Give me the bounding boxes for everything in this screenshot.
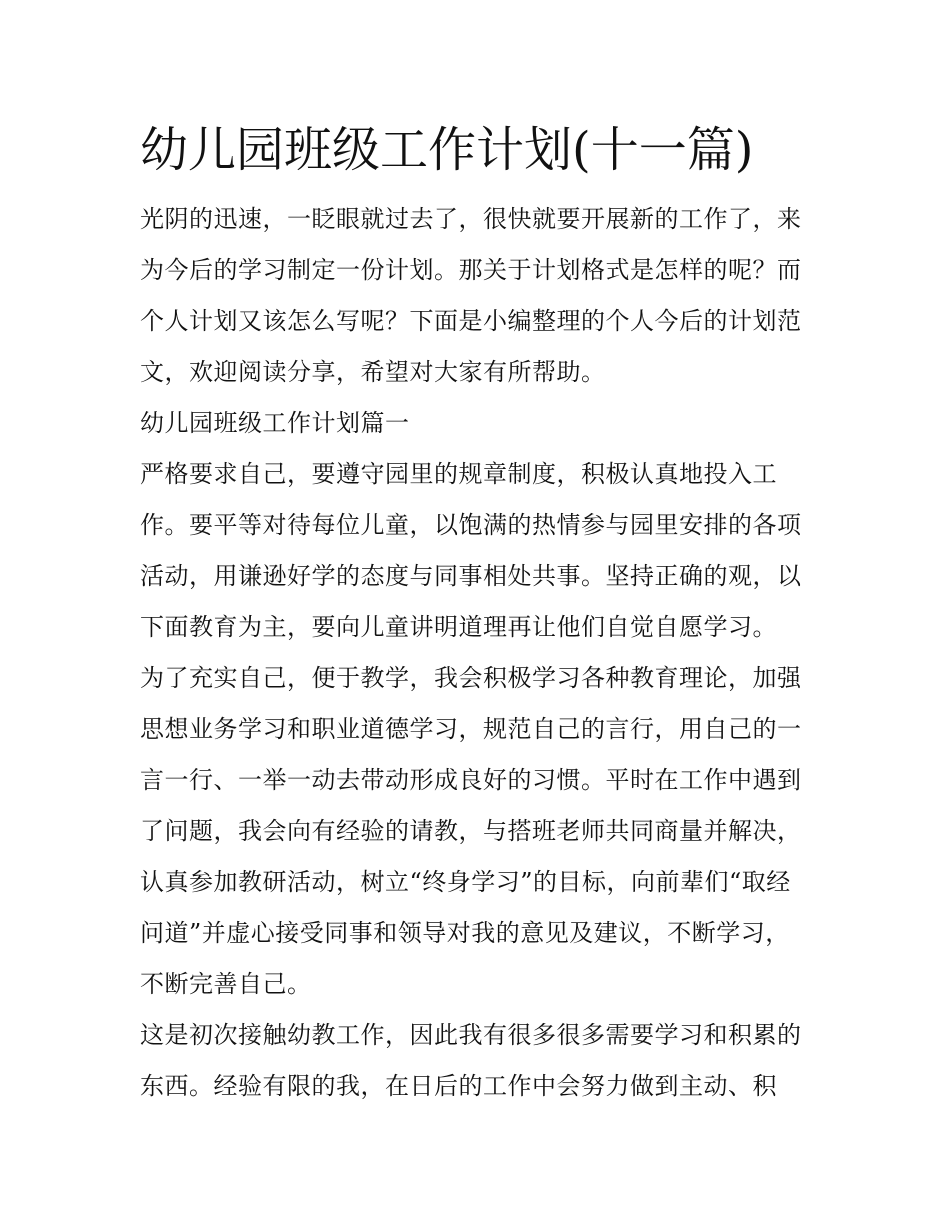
document-title: 幼儿园班级工作计划(十一篇) xyxy=(140,122,754,178)
text-line: 下面教育为主，要向儿童讲明道理再让他们自觉自愿学习。 xyxy=(140,613,777,641)
text-line: 文，欢迎阅读分享，希望对大家有所帮助。 xyxy=(140,358,606,386)
text-line: 光阴的迅速，一眨眼就过去了，很快就要开展新的工作了，来 xyxy=(140,205,802,233)
section-heading: 幼儿园班级工作计划篇一 xyxy=(140,409,410,437)
text-line: 了问题，我会向有经验的请教，与搭班老师共同商量并解决， xyxy=(140,817,802,845)
text-line: 认真参加教研活动，树立“终身学习”的目标，向前辈们“取经 xyxy=(140,868,791,896)
text-line: 活动，用谦逊好学的态度与同事相处共事。坚持正确的观，以 xyxy=(140,562,802,590)
text-line: 这是初次接触幼教工作，因此我有很多很多需要学习和积累的 xyxy=(140,1021,802,1049)
text-line: 严格要求自己，要遵守园里的规章制度，积极认真地投入工 xyxy=(140,460,777,488)
text-line: 问道”并虚心接受同事和领导对我的意见及建议，不断学习， xyxy=(140,919,790,947)
text-line: 思想业务学习和职业道德学习，规范自己的言行，用自己的一 xyxy=(140,715,802,743)
text-line: 个人计划又该怎么写呢？下面是小编整理的个人今后的计划范 xyxy=(140,307,802,335)
text-line: 不断完善自己。 xyxy=(140,970,312,998)
text-line: 言一行、一举一动去带动形成良好的习惯。平时在工作中遇到 xyxy=(140,766,802,794)
document-page xyxy=(140,112,812,1112)
text-line: 为了充实自己，便于教学，我会积极学习各种教育理论，加强 xyxy=(140,664,802,692)
text-line: 作。要平等对待每位儿童，以饱满的热情参与园里安排的各项 xyxy=(140,511,802,539)
document-body xyxy=(140,194,812,1112)
text-line: 东西。经验有限的我，在日后的工作中会努力做到主动、积 xyxy=(140,1072,777,1100)
text-line: 为今后的学习制定一份计划。那关于计划格式是怎样的呢？而 xyxy=(140,256,802,284)
